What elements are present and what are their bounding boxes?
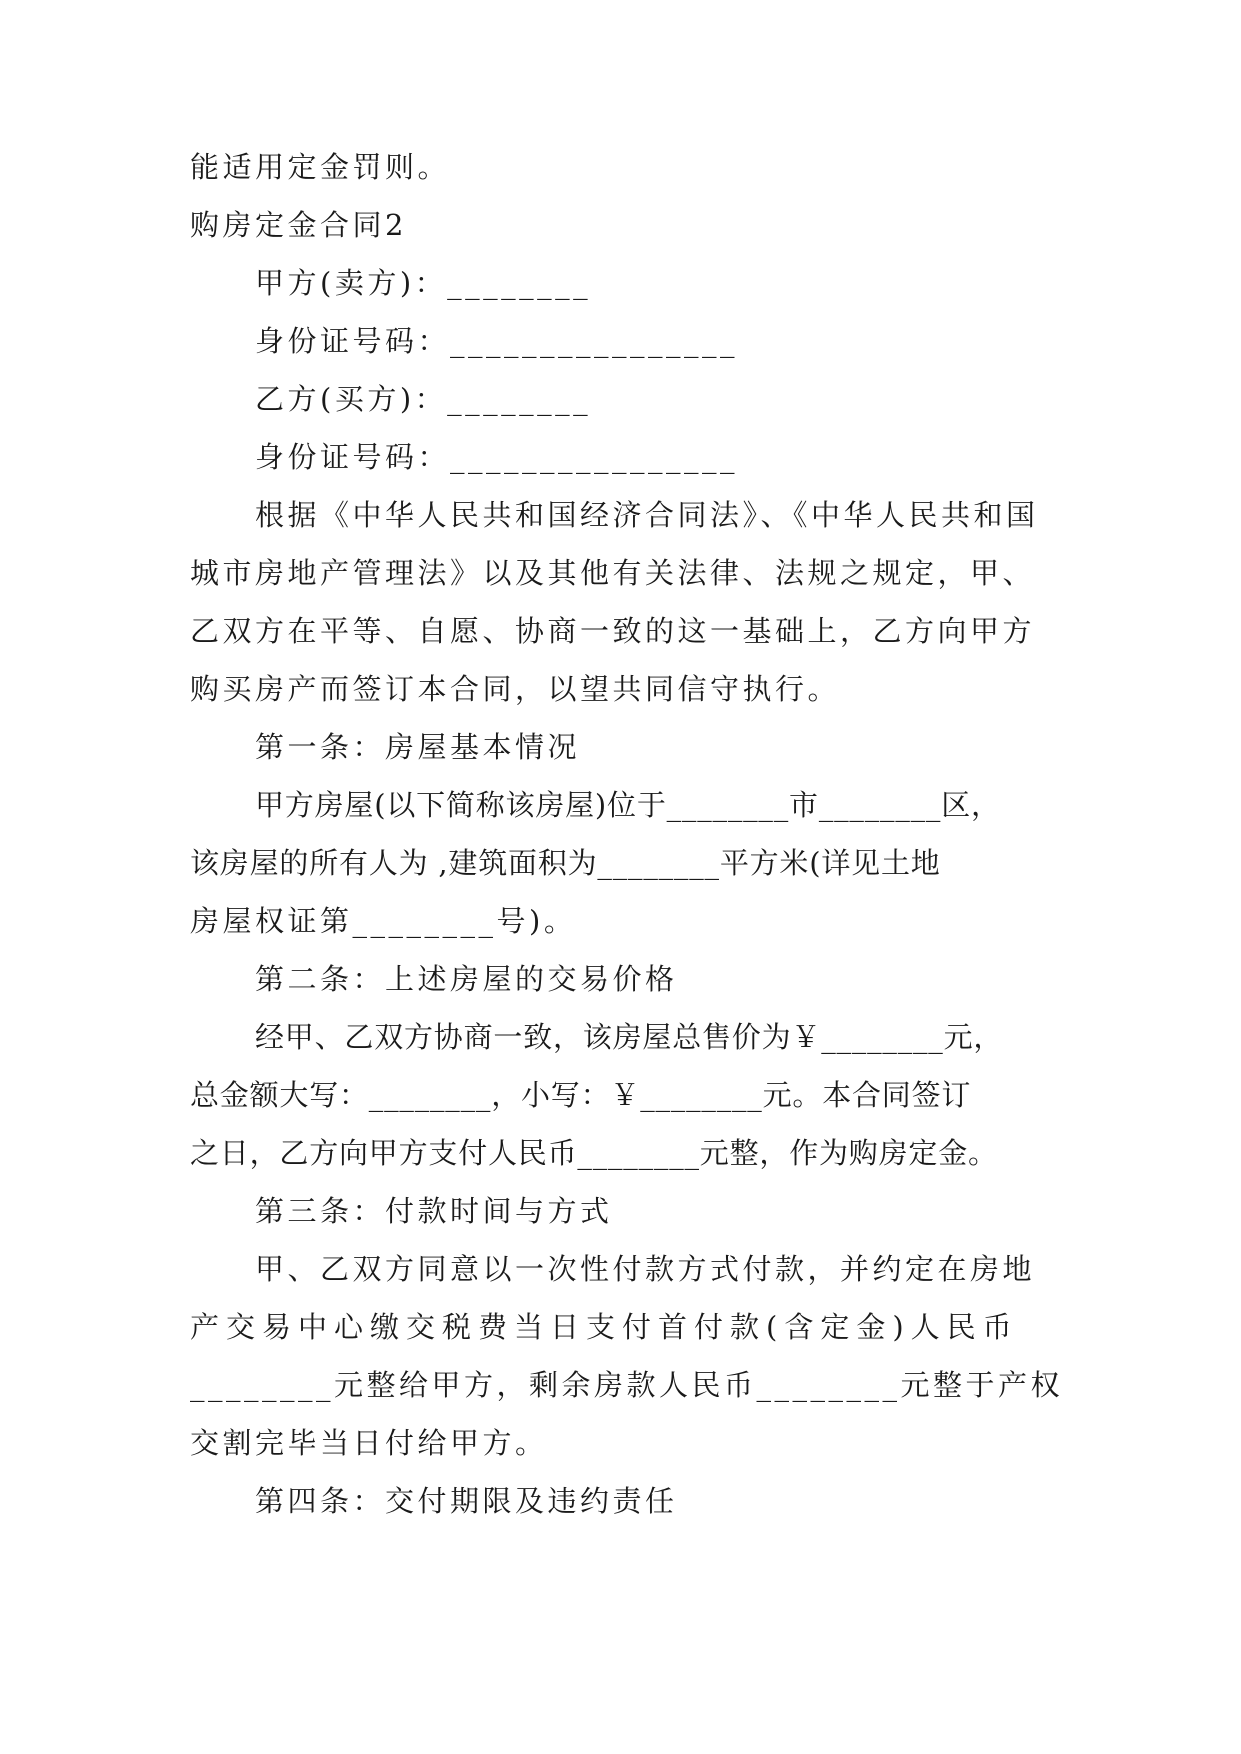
article-3-heading: 第三条：付款时间与方式	[255, 1194, 613, 1228]
contract-title: 购房定金合同2	[190, 208, 407, 242]
party-b-label: 乙方(买方)：________	[255, 382, 592, 416]
article-4-heading: 第四条：交付期限及违约责任	[255, 1484, 678, 1518]
party-a-id-label: 身份证号码：________________	[255, 324, 739, 358]
preamble-line-4: 购买房产而签订本合同，以望共同信守执行。	[190, 672, 841, 706]
text-line-1: 能适用定金罚则。	[190, 150, 451, 184]
article-1-line-2: 该房屋的所有人为 ,建筑面积为________平方米(详见土地	[190, 846, 941, 880]
article-2-line-1: 经甲、乙双方协商一致，该房屋总售价为￥________元，	[255, 1020, 1004, 1054]
article-2-line-2: 总金额大写：________，小写：￥________元。本合同签订	[190, 1078, 972, 1112]
article-3-line-2: 产交易中心缴交税费当日支付首付款(含定金)人民币	[190, 1310, 1019, 1344]
article-2-heading: 第二条：上述房屋的交易价格	[255, 962, 678, 996]
preamble-line-2: 城市房地产管理法》以及其他有关法律、法规之规定，甲、	[190, 556, 1036, 590]
article-1-line-3: 房屋权证第________号)。	[190, 904, 577, 938]
article-2-line-3: 之日，乙方向甲方支付人民币________元整，作为购房定金。	[190, 1136, 998, 1170]
preamble-line-3: 乙双方在平等、自愿、协商一致的这一基础上，乙方向甲方	[190, 614, 1036, 648]
article-3-line-1: 甲、乙双方同意以一次性付款方式付款，并约定在房地	[255, 1252, 1036, 1286]
article-3-line-3: ________元整给甲方，剩余房款人民币________元整于产权	[190, 1368, 1064, 1402]
article-3-line-4: 交割完毕当日付给甲方。	[190, 1426, 548, 1460]
article-1-heading: 第一条：房屋基本情况	[255, 730, 581, 764]
article-1-line-1: 甲方房屋(以下简称该房屋)位于________市________区，	[255, 788, 1001, 822]
party-a-label: 甲方(卖方)：________	[255, 266, 592, 300]
preamble-line-1: 根据《中华人民共和国经济合同法》、《中华人民共和国	[255, 498, 1039, 532]
party-b-id-label: 身份证号码：________________	[255, 440, 739, 474]
